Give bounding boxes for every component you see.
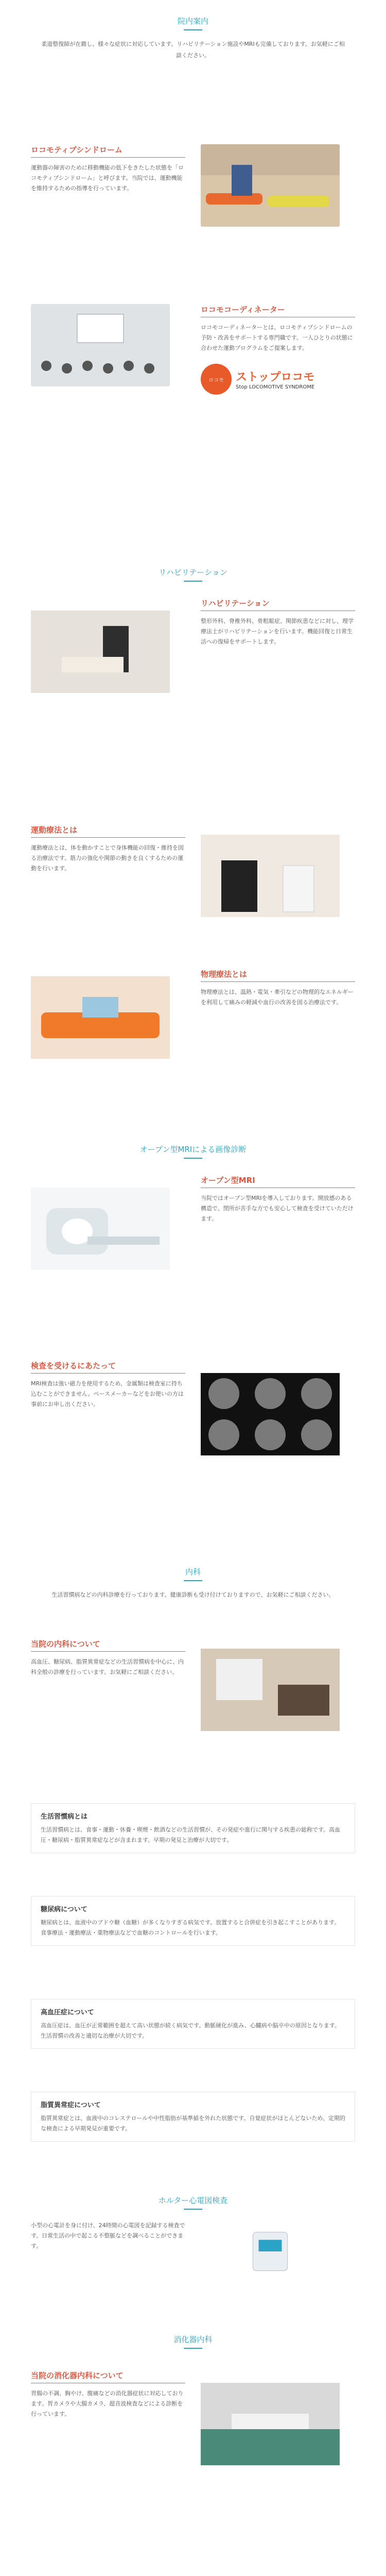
block-text: 運動器の障害のために移動機能の低下をきたした状態を「ロコモティブシンドローム」と呼びます。当院では、運動機能を維持するための指導を行っています。: [31, 164, 184, 192]
block-locomo: [31, 144, 355, 229]
box-title: 糖尿病について: [41, 1906, 87, 1913]
block-text: 当院ではオープン型MRIを導入しております。開放感のある構造で、閉所が苦手な方でも安心して検査を受けていただけます。: [201, 1195, 354, 1222]
block-physical: [31, 969, 355, 1069]
block-text: MRI検査は強い磁力を使用するため、金属類は検査室に持ち込むことができません。ペースメーカーなどをお使いの方は事前にお申し出ください。: [31, 1380, 184, 1408]
box-title: 脂質異常症について: [41, 2102, 101, 2109]
block-mri: [31, 1175, 355, 1285]
block-exercise: [31, 824, 355, 929]
logo-main: ストップロコモ: [236, 371, 315, 384]
block-title: リハビリテーション: [201, 598, 355, 611]
section-title-5: ホルター心電図検査: [0, 2179, 386, 2210]
block-text: 小型の心電計を身に付け、24時間の心電図を記録する検査です。日常生活の中で起こる不整脈などを調べることができます。: [31, 2222, 185, 2249]
block-text: 運動療法とは、体を動かすことで身体機能の回復・維持を図る治療法です。筋力の強化や関節の動きを良くするための運動を行います。: [31, 844, 184, 872]
block-title: ロコモティブシンドローム: [31, 144, 185, 158]
photo-mri-scans: [201, 1360, 340, 1468]
photo-gastro-room: [201, 2370, 340, 2478]
section-title-6: 消化器内科: [0, 2318, 386, 2349]
block-title: オープン型MRI: [201, 1175, 355, 1188]
block-title: 物理療法とは: [201, 969, 355, 982]
section-title-4: 内科: [0, 1551, 386, 1581]
box-text: 高血圧症は、血圧が正常範囲を超えて高い状態が続く病気です。動脈硬化が進み、心臓病や脳卒中の原因となります。生活習慣の改善と適切な治療が大切です。: [41, 2022, 340, 2039]
section-intro-1: 柔道整復師が在籍し、様々な症状に対応しています。リハビリテーション施設やMRIも完備しております。お気軽にご相談ください。: [41, 41, 345, 59]
block-title: 検査を受けるにあたって: [31, 1360, 185, 1374]
logo-sub: Stop LOCOMOTIVE SYNDROME: [236, 384, 315, 390]
photo-holter-device: [201, 2221, 340, 2282]
photo-exam-room: [201, 1638, 340, 1741]
block-title: 当院の内科について: [31, 1638, 185, 1652]
block-rehab: [31, 598, 355, 708]
info-box-diabetes: [31, 1896, 355, 1946]
block-gastro: [31, 2370, 355, 2480]
block-holter: [31, 2221, 355, 2284]
info-box-dyslipidemia: [31, 2092, 355, 2142]
logo-badge: ロコモ: [201, 364, 232, 395]
photo-physical: [31, 969, 170, 1066]
block-title: 当院の消化器内科について: [31, 2370, 185, 2383]
box-text: 脂質異常症とは、血液中のコレステロールや中性脂肪が基準値を外れた状態です。自覚症状がほとんどないため、定期的な検査による早期発見が重要です。: [41, 2115, 345, 2132]
block-mri-notes: [31, 1360, 355, 1470]
section-title-1: 院内案内: [0, 0, 386, 30]
block-text: 胃腸の不調、胸やけ、腹痛などの消化器症状に対応しております。胃カメラや大腸カメラ、超音波検査などによる診断を行っています。: [31, 2390, 184, 2417]
info-box-hypertension: [31, 1999, 355, 2049]
stop-locomo-logo: [201, 364, 355, 395]
photo-exercise: [201, 824, 340, 927]
box-text: 生活習慣病とは、食事・運動・休養・喫煙・飲酒などの生活習慣が、その発症や進行に関与する疾患の総称です。高血圧・糖尿病・脂質異常症などが含まれます。早期の発見と治療が大切です。: [41, 1826, 341, 1843]
section-intro-4: 生活習慣病などの内科診療を行っております。健康診断も受け付けておりますので、お気軽にご相談ください。: [51, 1591, 335, 1598]
block-text: 物理療法とは、温熱・電気・牽引などの物理的なエネルギーを利用して痛みの軽減や血行の改善を図る治療法です。: [201, 989, 354, 1006]
photo-rehab: [31, 598, 170, 706]
info-box-lifestyle: [31, 1803, 355, 1853]
box-text: 糖尿病とは、血液中のブドウ糖（血糖）が多くなりすぎる病気です。放置すると合併症を引き起こすことがあります。食事療法・運動療法・薬物療法などで血糖のコントロールを行います。: [41, 1919, 340, 1936]
section-title-2: リハビリテーション: [0, 551, 386, 582]
block-text: 整形外科、脊椎外科、骨粗鬆症、関節疾患などに対し、理学療法士がリハビリテーションを行います。機能回復と日常生活への復帰をサポートします。: [201, 618, 354, 645]
box-title: 高血圧症について: [41, 2009, 94, 2016]
block-title: 運動療法とは: [31, 824, 185, 838]
photo-yoga: [201, 144, 340, 227]
block-text: ロコモコーディネーターとは、ロコモティブシンドロームの予防・改善をサポートする専門職です。一人ひとりの状態に合わせた運動プログラムをご提案します。: [201, 324, 353, 351]
section-title-3: オープン型MRIによる画像診断: [0, 1128, 386, 1159]
block-internal: [31, 1638, 355, 1743]
box-title: 生活習慣病とは: [41, 1813, 88, 1821]
photo-mri: [31, 1175, 170, 1283]
block-title: ロコモコーディネーター: [201, 304, 355, 317]
photo-seminar: [31, 304, 170, 386]
block-coordinator: [31, 304, 355, 395]
block-text: 高血圧、糖尿病、脂質異常症などの生活習慣病を中心に、内科全般の診療を行っています。お気軽にご相談ください。: [31, 1658, 184, 1675]
